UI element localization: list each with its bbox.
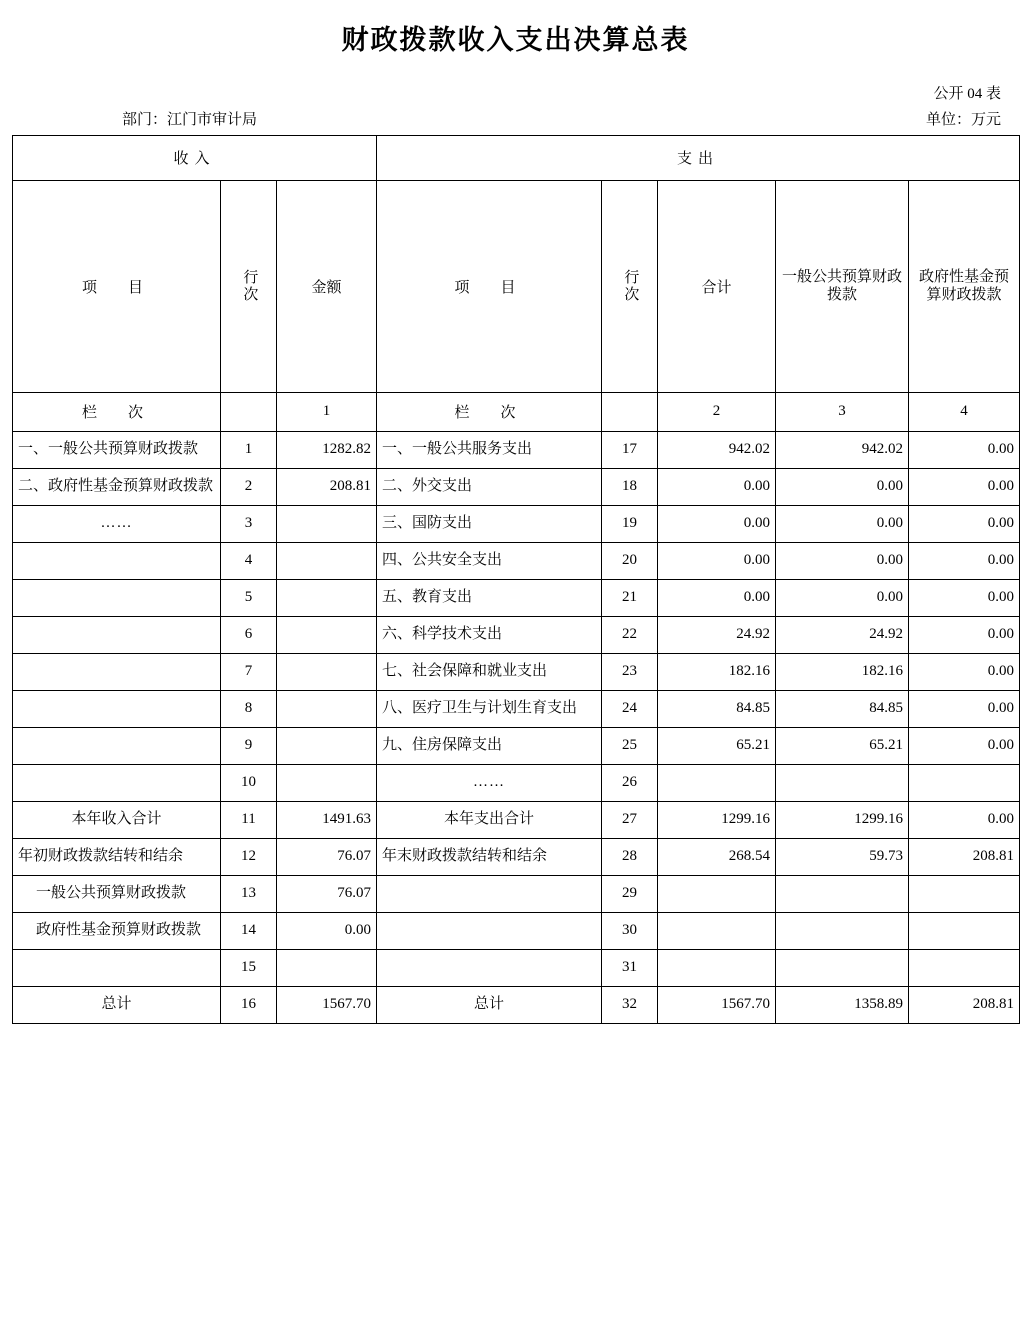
cell-income_line: 11 xyxy=(221,801,277,838)
table-row xyxy=(13,801,1020,838)
cell-expense_fund: 208.81 xyxy=(909,838,1020,875)
cell-income_amount: 1567.70 xyxy=(277,986,377,1023)
cell-expense_item xyxy=(377,875,602,912)
cell-income_line: 10 xyxy=(221,764,277,801)
cell-expense_line: 29 xyxy=(602,875,658,912)
cell-income_item: …… xyxy=(13,505,221,542)
cell-income_amount: 1282.82 xyxy=(277,431,377,468)
cell-income_amount xyxy=(277,505,377,542)
cell-expense_total xyxy=(658,912,776,949)
cell-income_amount xyxy=(277,727,377,764)
cell-expense_line: 28 xyxy=(602,838,658,875)
cell-income_amount xyxy=(277,764,377,801)
cell-income_item: 总计 xyxy=(13,986,221,1023)
cell-income_line: 14 xyxy=(221,912,277,949)
cell-income_amount xyxy=(277,579,377,616)
cell-income_item: 一、一般公共预算财政拨款 xyxy=(13,431,221,468)
table-row xyxy=(13,542,1020,579)
column-index-blank-expense-line xyxy=(602,392,658,431)
cell-income_line: 5 xyxy=(221,579,277,616)
cell-expense_item: 八、医疗卫生与计划生育支出 xyxy=(377,690,602,727)
table-row xyxy=(13,468,1020,505)
cell-expense_line: 24 xyxy=(602,690,658,727)
table-row xyxy=(13,912,1020,949)
cell-expense_fund xyxy=(909,912,1020,949)
table-row xyxy=(13,579,1020,616)
column-index-expense-fund: 4 xyxy=(909,392,1020,431)
cell-expense_general: 0.00 xyxy=(776,468,909,505)
cell-expense_item: 一、一般公共服务支出 xyxy=(377,431,602,468)
cell-expense_line: 22 xyxy=(602,616,658,653)
cell-income_item: 年初财政拨款结转和结余 xyxy=(13,838,221,875)
cell-expense_item: 六、科学技术支出 xyxy=(377,616,602,653)
cell-income_amount: 76.07 xyxy=(277,875,377,912)
cell-income_line: 9 xyxy=(221,727,277,764)
cell-income_line: 12 xyxy=(221,838,277,875)
cell-income_line: 7 xyxy=(221,653,277,690)
table-row xyxy=(13,838,1020,875)
cell-expense_total: 0.00 xyxy=(658,579,776,616)
cell-expense_general: 1358.89 xyxy=(776,986,909,1023)
table-row xyxy=(13,875,1020,912)
cell-expense_total xyxy=(658,764,776,801)
cell-income_item xyxy=(13,542,221,579)
table-row xyxy=(13,505,1020,542)
cell-expense_line: 17 xyxy=(602,431,658,468)
cell-expense_general xyxy=(776,912,909,949)
table-group-header-row xyxy=(13,135,1020,180)
cell-income_item: 二、政府性基金预算财政拨款 xyxy=(13,468,221,505)
document-page xyxy=(0,18,1031,1024)
cell-income_amount: 76.07 xyxy=(277,838,377,875)
cell-income_item xyxy=(13,616,221,653)
group-header-expense: 支出 xyxy=(377,135,1020,180)
column-index-expense-general: 3 xyxy=(776,392,909,431)
cell-income_line: 16 xyxy=(221,986,277,1023)
cell-expense_general xyxy=(776,949,909,986)
cell-expense_item: …… xyxy=(377,764,602,801)
cell-expense_total xyxy=(658,875,776,912)
cell-expense_total: 84.85 xyxy=(658,690,776,727)
cell-income_item xyxy=(13,690,221,727)
header-expense-line: 行次 xyxy=(602,180,658,392)
column-index-label-expense: 栏 次 xyxy=(377,392,602,431)
cell-expense_fund: 0.00 xyxy=(909,653,1020,690)
cell-expense_fund: 0.00 xyxy=(909,690,1020,727)
cell-expense_item: 年末财政拨款结转和结余 xyxy=(377,838,602,875)
table-column-index-row xyxy=(13,392,1020,431)
cell-expense_line: 21 xyxy=(602,579,658,616)
cell-expense_fund: 0.00 xyxy=(909,431,1020,468)
cell-expense_line: 30 xyxy=(602,912,658,949)
cell-expense_general: 0.00 xyxy=(776,542,909,579)
header-income-item: 项 目 xyxy=(13,180,221,392)
cell-expense_line: 20 xyxy=(602,542,658,579)
cell-expense_fund: 0.00 xyxy=(909,801,1020,838)
header-income-line: 行次 xyxy=(221,180,277,392)
cell-expense_line: 23 xyxy=(602,653,658,690)
cell-expense_total: 24.92 xyxy=(658,616,776,653)
cell-income_item xyxy=(13,949,221,986)
cell-income_item xyxy=(13,727,221,764)
cell-expense_line: 27 xyxy=(602,801,658,838)
cell-income_amount: 208.81 xyxy=(277,468,377,505)
table-row xyxy=(13,690,1020,727)
cell-expense_general xyxy=(776,875,909,912)
cell-income_line: 2 xyxy=(221,468,277,505)
budget-table xyxy=(12,135,1020,1024)
header-expense-total: 合计 xyxy=(658,180,776,392)
cell-expense_fund: 0.00 xyxy=(909,616,1020,653)
cell-expense_fund xyxy=(909,949,1020,986)
cell-income_amount: 0.00 xyxy=(277,912,377,949)
cell-income_item xyxy=(13,653,221,690)
cell-expense_line: 19 xyxy=(602,505,658,542)
table-body xyxy=(13,431,1020,1023)
cell-income_amount xyxy=(277,616,377,653)
cell-expense_item: 四、公共安全支出 xyxy=(377,542,602,579)
header-expense-general: 一般公共预算财政拨款 xyxy=(776,180,909,392)
cell-income_amount xyxy=(277,949,377,986)
cell-expense_total: 942.02 xyxy=(658,431,776,468)
table-row xyxy=(13,727,1020,764)
page-title: 财政拨款收入支出决算总表 xyxy=(341,25,690,55)
cell-income_amount xyxy=(277,690,377,727)
cell-expense_general: 65.21 xyxy=(776,727,909,764)
cell-expense_item: 七、社会保障和就业支出 xyxy=(377,653,602,690)
cell-expense_line: 25 xyxy=(602,727,658,764)
cell-expense_general: 1299.16 xyxy=(776,801,909,838)
cell-expense_total: 1299.16 xyxy=(658,801,776,838)
cell-income_line: 1 xyxy=(221,431,277,468)
cell-income_amount xyxy=(277,542,377,579)
cell-expense_general: 0.00 xyxy=(776,505,909,542)
cell-income_amount: 1491.63 xyxy=(277,801,377,838)
table-row xyxy=(13,949,1020,986)
table-row xyxy=(13,616,1020,653)
cell-income_item xyxy=(13,579,221,616)
header-expense-item: 项 目 xyxy=(377,180,602,392)
cell-expense_total: 0.00 xyxy=(658,542,776,579)
cell-expense_total: 1567.70 xyxy=(658,986,776,1023)
cell-income_line: 4 xyxy=(221,542,277,579)
group-header-income: 收入 xyxy=(13,135,377,180)
cell-expense_total: 268.54 xyxy=(658,838,776,875)
cell-expense_item: 总计 xyxy=(377,986,602,1023)
cell-expense_fund: 0.00 xyxy=(909,468,1020,505)
cell-expense_line: 18 xyxy=(602,468,658,505)
cell-income_line: 6 xyxy=(221,616,277,653)
cell-expense_general: 942.02 xyxy=(776,431,909,468)
cell-expense_general: 59.73 xyxy=(776,838,909,875)
cell-income_item xyxy=(13,764,221,801)
cell-expense_item: 本年支出合计 xyxy=(377,801,602,838)
cell-expense_fund: 0.00 xyxy=(909,505,1020,542)
cell-income_line: 8 xyxy=(221,690,277,727)
cell-expense_general: 0.00 xyxy=(776,579,909,616)
cell-expense_total: 65.21 xyxy=(658,727,776,764)
column-index-expense-total: 2 xyxy=(658,392,776,431)
cell-expense_general: 182.16 xyxy=(776,653,909,690)
table-row xyxy=(13,431,1020,468)
cell-income_line: 13 xyxy=(221,875,277,912)
cell-expense_item: 九、住房保障支出 xyxy=(377,727,602,764)
cell-expense_fund: 0.00 xyxy=(909,727,1020,764)
cell-expense_item: 三、国防支出 xyxy=(377,505,602,542)
cell-income_item: 政府性基金预算财政拨款 xyxy=(13,912,221,949)
cell-income_amount xyxy=(277,653,377,690)
column-index-income-amount: 1 xyxy=(277,392,377,431)
cell-expense_line: 31 xyxy=(602,949,658,986)
table-row xyxy=(13,764,1020,801)
cell-expense_total: 0.00 xyxy=(658,468,776,505)
cell-expense_fund: 208.81 xyxy=(909,986,1020,1023)
column-index-blank-income-line xyxy=(221,392,277,431)
header-expense-fund: 政府性基金预算财政拨款 xyxy=(909,180,1020,392)
cell-income_item: 一般公共预算财政拨款 xyxy=(13,875,221,912)
meta-row xyxy=(12,108,1019,129)
cell-expense_general: 84.85 xyxy=(776,690,909,727)
form-number: 公开 04 表 xyxy=(933,86,1001,102)
cell-expense_item: 二、外交支出 xyxy=(377,468,602,505)
cell-expense_line: 32 xyxy=(602,986,658,1023)
cell-expense_fund: 0.00 xyxy=(909,542,1020,579)
table-row xyxy=(13,986,1020,1023)
header-income-amount: 金额 xyxy=(277,180,377,392)
cell-expense_total xyxy=(658,949,776,986)
cell-expense_fund xyxy=(909,875,1020,912)
cell-expense_item xyxy=(377,949,602,986)
cell-expense_item xyxy=(377,912,602,949)
unit-label: 单位：万元 xyxy=(925,111,1001,128)
cell-expense_item: 五、教育支出 xyxy=(377,579,602,616)
table-column-header-row xyxy=(13,180,1020,392)
cell-income_line: 3 xyxy=(221,505,277,542)
cell-income_line: 15 xyxy=(221,949,277,986)
cell-expense_total: 182.16 xyxy=(658,653,776,690)
cell-expense_fund: 0.00 xyxy=(909,579,1020,616)
column-index-label-income: 栏 次 xyxy=(13,392,221,431)
cell-expense_general xyxy=(776,764,909,801)
cell-income_item: 本年收入合计 xyxy=(13,801,221,838)
cell-expense_general: 24.92 xyxy=(776,616,909,653)
cell-expense_fund xyxy=(909,764,1020,801)
cell-expense_line: 26 xyxy=(602,764,658,801)
table-row xyxy=(13,653,1020,690)
cell-expense_total: 0.00 xyxy=(658,505,776,542)
department-label: 部门：江门市审计局 xyxy=(122,111,258,128)
